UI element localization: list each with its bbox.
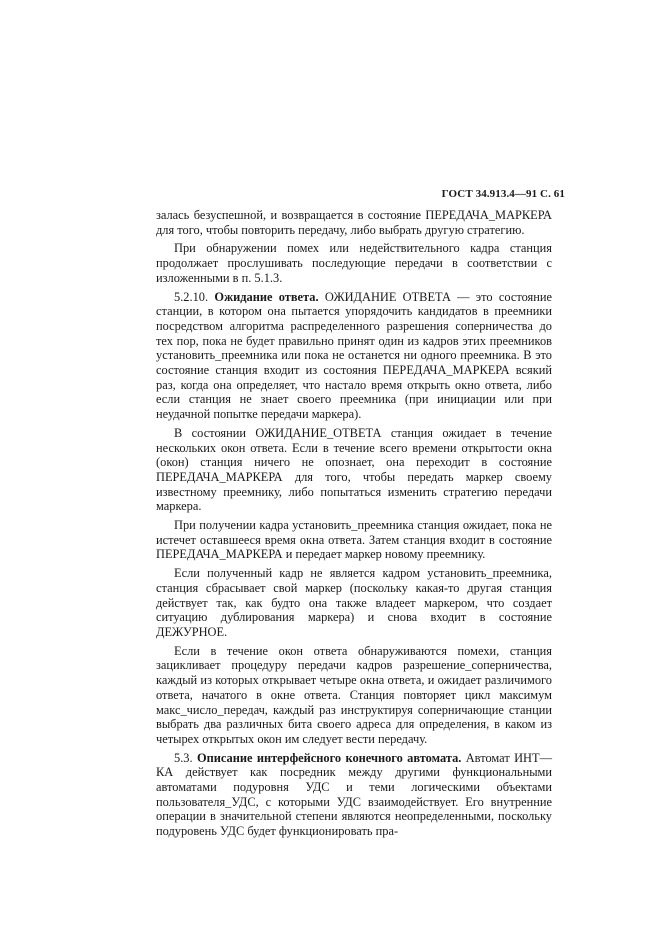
section-text: ОЖИДАНИЕ ОТВЕТА — это состояние станции, в котором она пытается упорядочить кандидатов в преемники посредством алгоритма распределенного разрешения соперничества до тех пор, пока не будет правильно принят один из кадров этих преемников установить_преемника или пока не останется ни одного преемника. В это состояние станция входит из состояния ПЕРЕДАЧА_МАРКЕРА всякий раз, когда она определяет, что настало время открыть окно ответа, либо если станция не знает своего преемника (при инициации или при неудачной попытке передачи маркера).	[156, 289, 552, 422]
paragraph: При обнаружении помех или недействительного кадра станция продолжает прослушивать последующие передачи в соответствии с изложенными в п. 5.1.3.	[156, 241, 552, 285]
paragraph: В состоянии ОЖИДАНИЕ_ОТВЕТА станция ожидает в течение нескольких окон ответа. Если в течение всего времени открытости окна (окон) станция ничего не опознает, она переходит в состояние ПЕРЕДАЧА_МАРКЕРА для того, чтобы передать маркер своему известному преемнику, либо попытаться изменить стратегию передачи маркера.	[156, 425, 552, 514]
section-5-3	[156, 751, 552, 839]
paragraph: Если полученный кадр не является кадром установить_преемника, станция сбрасывает свой маркер (поскольку какая-то другая станция действует так, как будто она также владеет маркером, что создает ситуацию дублирования маркера) и снова входит в состояние ДЕЖУРНОЕ.	[156, 566, 552, 639]
section-heading: Ожидание ответа.	[214, 289, 319, 304]
section-number: 5.2.10.	[174, 289, 209, 304]
section-number: 5.3.	[174, 750, 193, 765]
paragraph-continuation: залась безуспешной, и возвращается в состояние ПЕРЕДАЧА_МАРКЕРА для того, чтобы повторить передачу, либо выбрать другую стратегию.	[156, 208, 552, 237]
section-5-2-10	[156, 290, 552, 422]
page-header: ГОСТ 34.913.4—91 С. 61	[441, 188, 565, 200]
paragraph: Если в течение окон ответа обнаруживаются помехи, станция зацикливает процедуру передачи кадров разрешение_соперничества, каждый из которых открывает четыре окна ответа, и ожидает различимого ответа, начатого в окне ответа. Станция повторяет цикл максимум макс_число_передач, каждый раз инструктируя соперничающие станции выбрать два различных бита своего адреса для определения, в каком из четырех открытых окон им следует вести передачу.	[156, 643, 552, 746]
document-body	[156, 208, 552, 839]
paragraph: При получении кадра установить_преемника станция ожидает, пока не истечет оставшееся время окна ответа. Затем станция входит в состояние ПЕРЕДАЧА_МАРКЕРА и передает маркер новому преемнику.	[156, 518, 552, 562]
section-text: Автомат ИНТ—КА действует как посредник между другими функциональными автоматами подуровня УДС и теми логическими объектами пользователя_УДС, с которыми УДС взаимодействует. Его внутренние операции в значительной степени являются неопределенными, поскольку подуровень УДС будет функционировать пра-	[156, 750, 552, 839]
section-heading: Описание интерфейсного конечного автомата.	[196, 750, 462, 765]
